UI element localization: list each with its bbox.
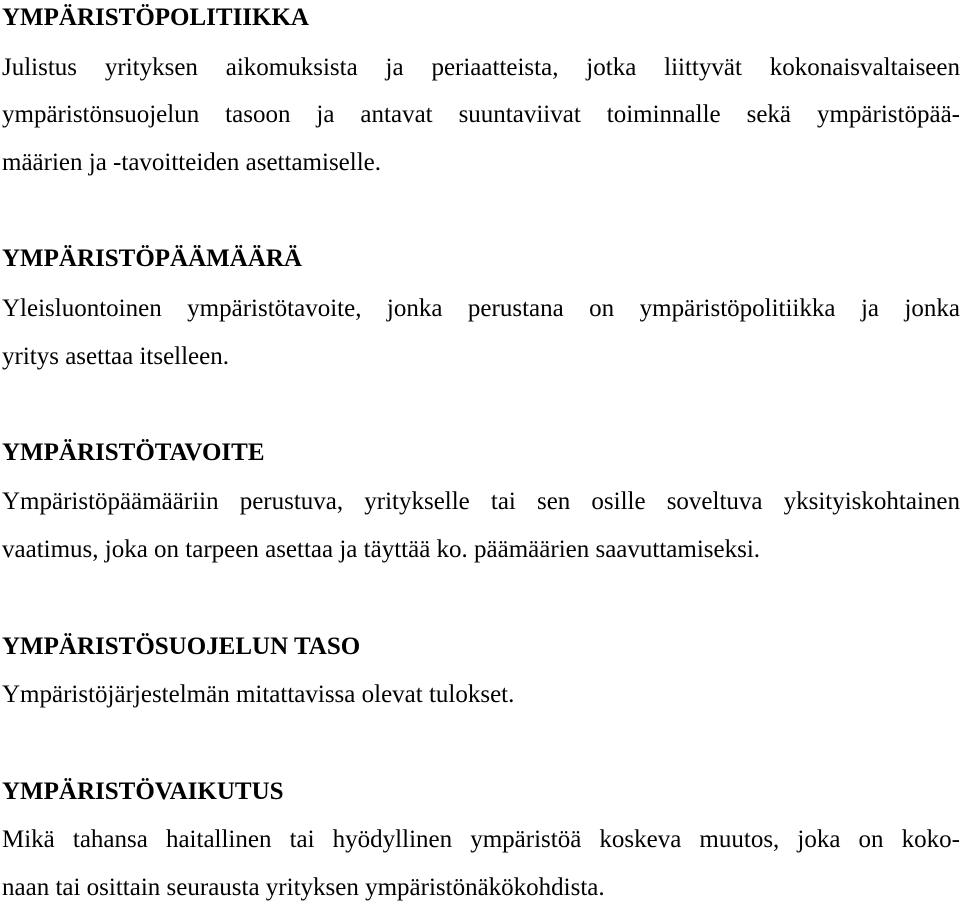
section-heading-ymparistopolitiikka: YMPÄRISTÖPOLITIIKKA	[2, 4, 309, 31]
section-heading-ymparistotavoite: YMPÄRISTÖTAVOITE	[2, 439, 265, 466]
definition-line: Julistus yrityksen aikomuksista ja periaatteista, jotka liittyvät kokonaisvaltaiseen	[2, 54, 960, 81]
definition-line: määrien ja -tavoitteiden asettamiselle.	[2, 149, 382, 176]
section-heading-ymparistovaikutus: YMPÄRISTÖVAIKUTUS	[2, 778, 284, 805]
definition-line: Mikä tahansa haitallinen tai hyödyllinen ympäristöä koskeva muutos, joka on koko-	[2, 826, 960, 853]
definition-line: Ympäristöjärjestelmän mitattavissa olevat tulokset.	[2, 681, 515, 708]
definition-line: vaatimus, joka on tarpeen asettaa ja täyttää ko. päämäärien saavuttamiseksi.	[2, 536, 761, 563]
definition-line: Ympäristöpäämääriin perustuva, yritykselle tai sen osille soveltuva yksityiskohtainen	[2, 488, 960, 515]
definition-line: ympäristönsuojelun tasoon ja antavat suuntaviivat toiminnalle sekä ympäristöpää-	[2, 101, 960, 128]
definition-line: yritys asettaa itselleen.	[2, 343, 230, 370]
section-heading-ymparistosuojelun-taso: YMPÄRISTÖSUOJELUN TASO	[2, 633, 361, 660]
definition-line: Yleisluontoinen ympäristötavoite, jonka perustana on ympäristöpolitiikka ja jonka	[2, 295, 960, 322]
section-heading-ymparistopaamaara: YMPÄRISTÖPÄÄMÄÄRÄ	[2, 245, 302, 272]
definition-line: naan tai osittain seurausta yrityksen ympäristönäkökohdista.	[2, 874, 605, 901]
